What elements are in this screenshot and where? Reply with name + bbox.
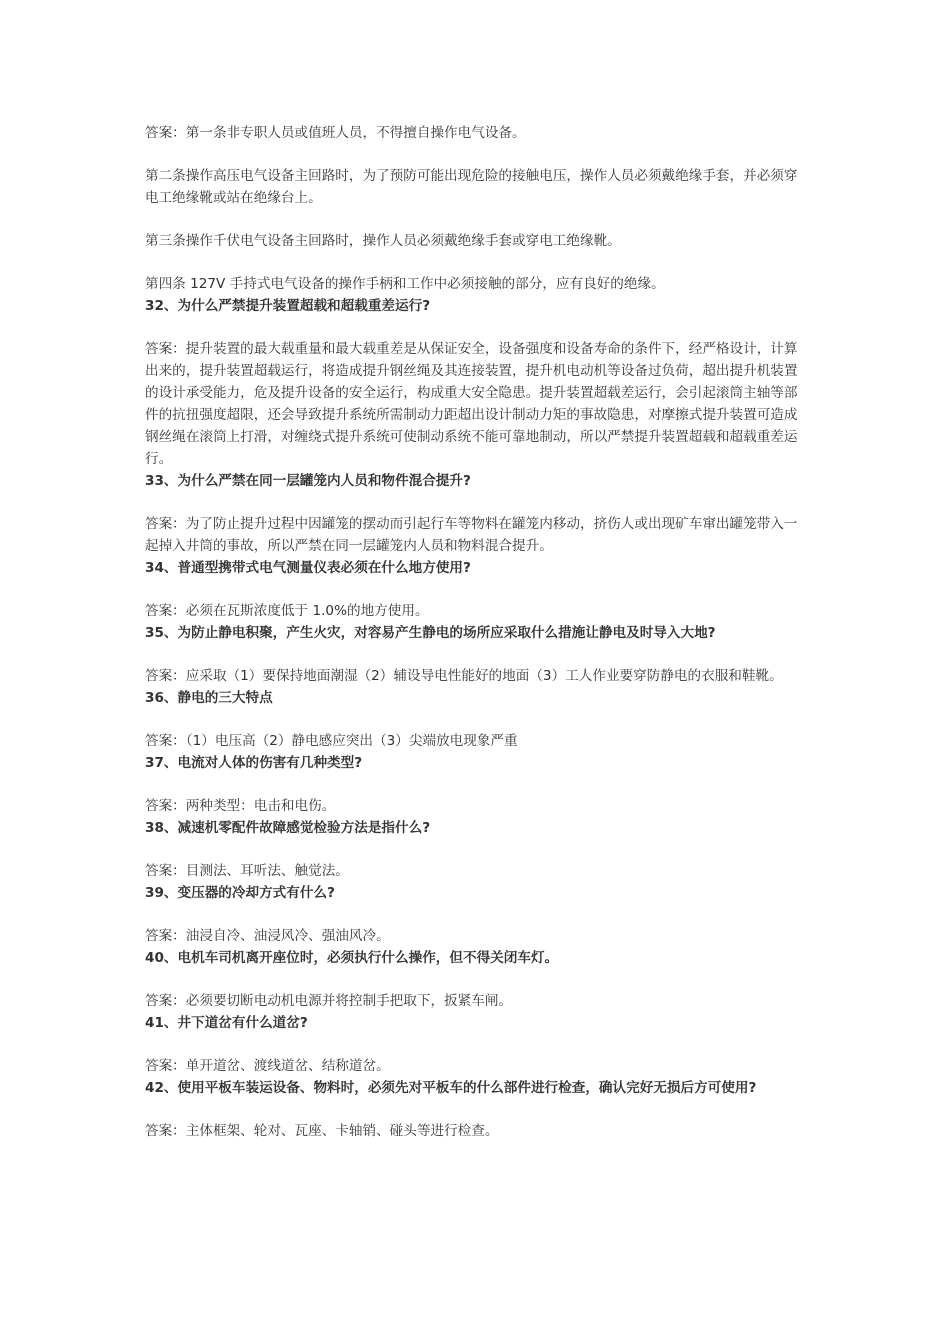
answer-paragraph: 答案：必须在瓦斯浓度低于 1.0%的地方使用。 [145, 603, 429, 619]
answer-paragraph: 答案：两种类型：电击和电伤。 [145, 798, 336, 814]
rule-paragraph: 第三条操作千伏电气设备主回路时，操作人员必须戴绝缘手套或穿电工绝缘靴。 [145, 233, 621, 249]
answer-paragraph: 答案：第一条非专职人员或值班人员，不得擅自操作电气设备。 [145, 125, 526, 141]
answer-paragraph: 答案：必须要切断电动机电源并将控制手把取下，扳紧车闸。 [145, 993, 513, 1009]
question-heading: 35、为防止静电积聚，产生火灾，对容易产生静电的场所应采取什么措施让静电及时导入大地? [145, 625, 716, 641]
question-heading: 37、电流对人体的伤害有几种类型? [145, 755, 363, 771]
question-heading: 40、电机车司机离开座位时，必须执行什么操作，但不得关闭车灯。 [145, 950, 559, 966]
document-body [145, 122, 810, 1142]
answer-paragraph: 答案：为了防止提升过程中因罐笼的摆动而引起行车等物料在罐笼内移动，挤伤人或出现矿车窜出罐笼带入一起掉入井筒的事故，所以严禁在同一层罐笼内人员和物料混合提升。 [145, 516, 798, 554]
question-heading: 32、为什么严禁提升装置超载和超载重差运行? [145, 298, 431, 314]
answer-paragraph: 答案：主体框架、轮对、瓦座、卡轴销、碰头等进行检查。 [145, 1123, 499, 1139]
question-heading: 36、静电的三大特点 [145, 690, 273, 706]
answer-paragraph: 答案：（1）电压高（2）静电感应突出（3）尖端放电现象严重 [145, 733, 518, 749]
answer-paragraph: 答案：油浸自冷、油浸风冷、强油风冷。 [145, 928, 390, 944]
question-heading: 34、普通型携带式电气测量仪表必须在什么地方使用? [145, 560, 471, 576]
rule-paragraph: 第四条 127V 手持式电气设备的操作手柄和工作中必须接触的部分，应有良好的绝缘。 [145, 276, 665, 292]
answer-paragraph: 答案：提升装置的最大载重量和最大载重差是从保证安全，设备强度和设备寿命的条件下，经严格设计，计算出来的，提升装置超载运行，将造成提升钢丝绳及其连接装置，提升机电动机等设备过负荷，超出提升机装置的设计承受能力，危及提升设备的安全运行，构成重大安全隐患。提升装置超载差运行，会引起滚筒主轴等部件的抗扭强度超限，还会导致提升系统所需制动力距超出设计制动力矩的事故隐患，对摩擦式提升装置可造成钢丝绳在滚筒上打滑，对缠绕式提升系统可使制动系统不能可靠地制动，所以严禁提升装置超载和超载重差运行。 [145, 341, 798, 467]
question-heading: 33、为什么严禁在同一层罐笼内人员和物件混合提升? [145, 473, 471, 489]
answer-paragraph: 答案：目测法、耳听法、触觉法。 [145, 863, 349, 879]
question-heading: 38、减速机零配件故障感觉检验方法是指什么? [145, 820, 431, 836]
answer-paragraph: 答案：单开道岔、渡线道岔、结称道岔。 [145, 1058, 390, 1074]
question-heading: 42、使用平板车装运设备、物料时，必须先对平板车的什么部件进行检查，确认完好无损后方可使用? [145, 1080, 757, 1096]
question-heading: 39、变压器的冷却方式有什么? [145, 885, 335, 901]
question-heading: 41、井下道岔有什么道岔? [145, 1015, 308, 1031]
rule-paragraph: 第二条操作高压电气设备主回路时，为了预防可能出现危险的接触电压，操作人员必须戴绝缘手套，并必须穿电工绝缘靴或站在绝缘台上。 [145, 168, 798, 206]
answer-paragraph: 答案：应采取（1）要保持地面潮湿（2）辅设导电性能好的地面（3）工人作业要穿防静电的衣服和鞋靴。 [145, 668, 783, 684]
